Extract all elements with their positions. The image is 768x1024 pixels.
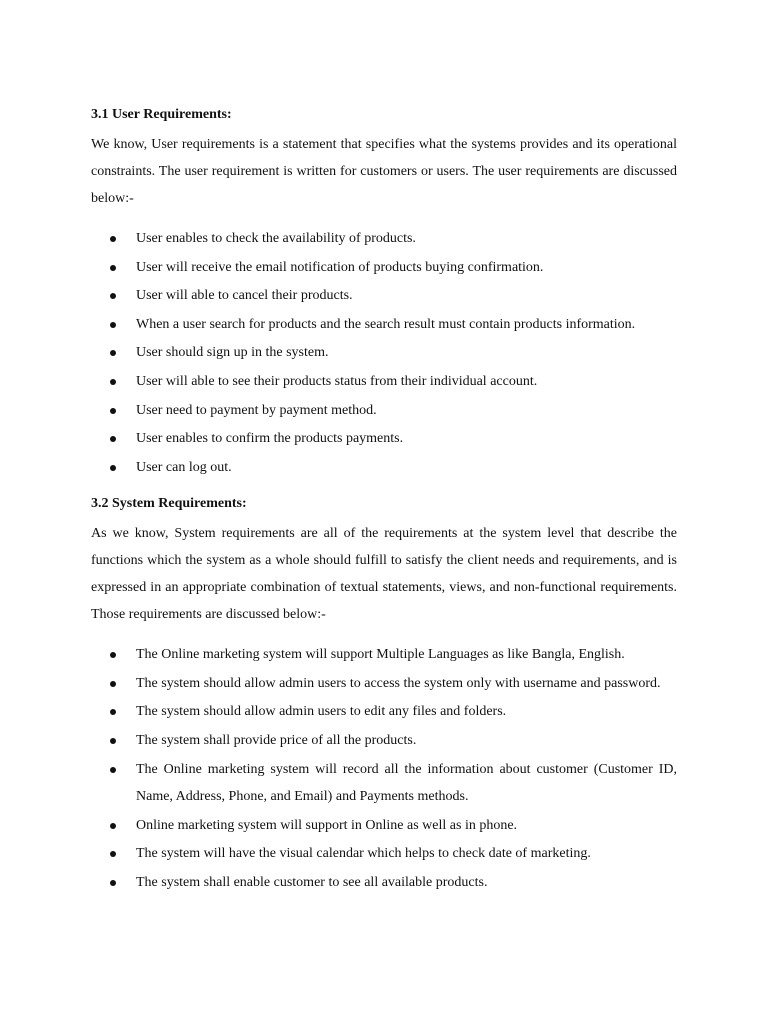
list-item-text: The system should allow admin users to edit any files and folders. [136,704,507,720]
list-item [91,311,677,338]
list-item [91,840,677,867]
bullet-icon [110,436,116,442]
list-item [91,641,677,668]
bullet-icon [110,465,116,471]
bullet-icon [110,823,116,829]
list-item [91,339,677,366]
list-item [91,727,677,754]
bullet-icon [110,767,116,773]
list-item [91,397,677,424]
bullet-icon [110,350,116,356]
list-item [91,812,677,839]
list-item [91,869,677,896]
bullet-list [91,641,677,896]
section-heading: 3.2 System Requirements: [91,496,247,512]
section-intro: As we know, System requirements are all of the requirements at the system level that describe the functions which the system as a whole should fulfill to satisfy the client needs and requirements, and is expressed in an appropriate combination of textual statements, views, and non-functional requirements. Those requirements are discussed below:- [91,526,677,623]
list-item-text: The system shall enable customer to see all available products. [136,874,488,890]
bullet-icon [110,681,116,687]
section-system-requirements [91,493,677,896]
list-item-text: The Online marketing system will record all the information about customer (Customer ID, Name, Address, Phone, and Email) and Payments methods. [136,761,677,804]
bullet-icon [110,293,116,299]
list-item-text: User need to payment by payment method. [136,402,377,418]
list-item [91,368,677,395]
list-item [91,670,677,697]
list-item-text: User enables to confirm the products payments. [136,431,404,447]
bullet-list [91,225,677,481]
list-item-text: User will able to cancel their products. [136,288,353,304]
list-item-text: User enables to check the availability of products. [136,231,416,246]
list-item [91,698,677,725]
bullet-icon [110,408,116,414]
bullet-icon [110,851,116,857]
bullet-icon [110,379,116,385]
list-item [91,254,677,281]
list-item-text: The system shall provide price of all the products. [136,732,417,748]
bullet-icon [110,236,116,242]
list-item [91,225,677,252]
bullet-icon [110,738,116,744]
list-item [91,425,677,452]
section-heading: 3.1 User Requirements: [91,107,232,122]
list-item-text: When a user search for products and the search result must contain products information. [136,316,636,332]
list-item-text: User can log out. [136,459,232,475]
section-intro: We know, User requirements is a statement that specifies what the systems provides and its operational constraints. The user requirement is written for customers or users. The user requirements are discussed below:- [91,137,677,206]
list-item [91,454,677,481]
list-item [91,756,677,811]
list-item-text: User will receive the email notification of products buying confirmation. [136,259,544,275]
list-item-text: The system should allow admin users to access the system only with username and password. [136,675,661,691]
list-item-text: Online marketing system will support in Online as well as in phone. [136,817,518,833]
section-user-requirements [91,104,677,481]
list-item-text: User should sign up in the system. [136,345,329,361]
bullet-icon [110,652,116,658]
list-item-text: The Online marketing system will support Multiple Languages as like Bangla, English. [136,647,625,663]
list-item-text: The system will have the visual calendar which helps to check date of marketing. [136,846,591,862]
list-item [91,282,677,309]
bullet-icon [110,265,116,271]
bullet-icon [110,322,116,328]
bullet-icon [110,709,116,715]
document-page [91,104,677,897]
list-item-text: User will able to see their products status from their individual account. [136,373,538,389]
bullet-icon [110,880,116,886]
